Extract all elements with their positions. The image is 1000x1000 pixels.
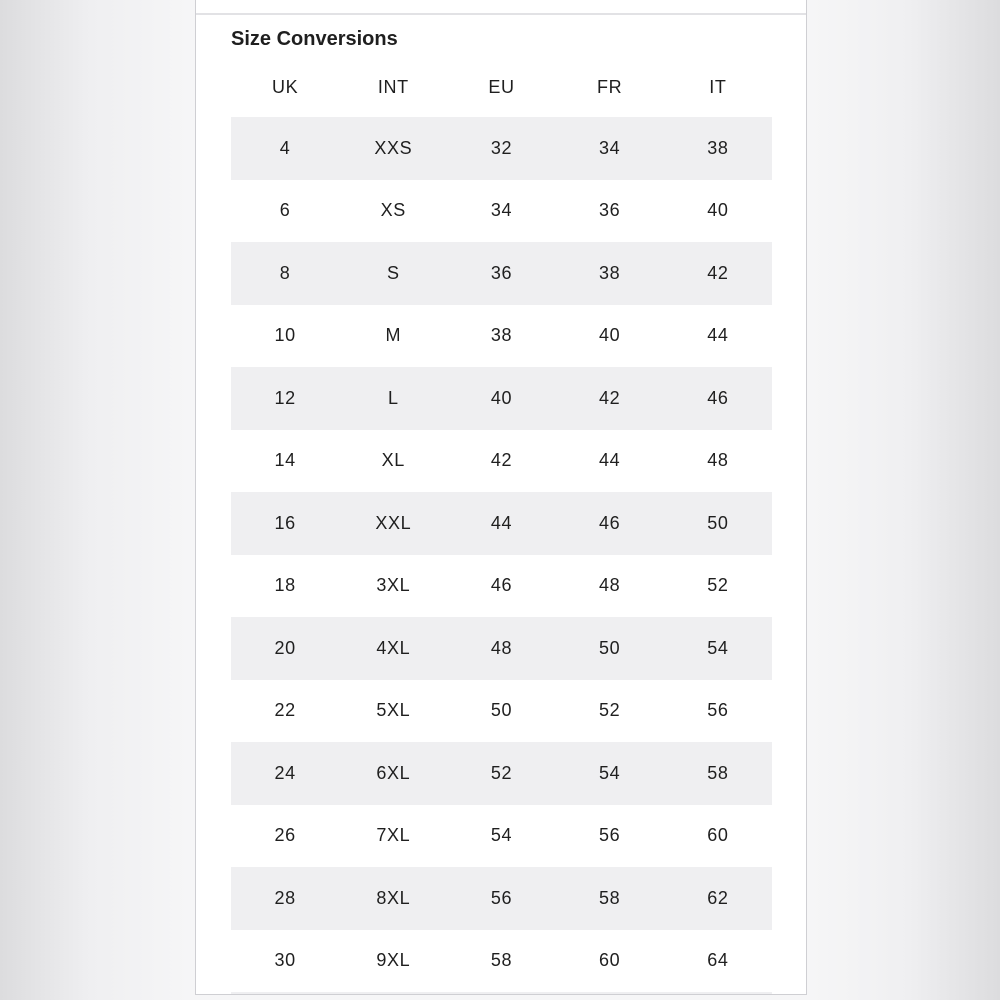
table-row [231,555,772,618]
cell-it: 64 [707,950,729,971]
cell-int: XXL [339,492,447,555]
cell-it: 42 [664,242,772,305]
cell-eu: 38 [490,325,513,346]
section-title: Size Conversions [231,28,398,50]
size-guide-panel [195,0,807,995]
cell-it: 52 [707,575,729,596]
table-row [231,492,772,555]
cell-uk: 24 [231,742,339,805]
cell-it: 58 [664,742,772,805]
column-header-eu: EU [488,76,515,97]
column-header-uk: UK [271,76,299,97]
cell-int: M [385,325,402,346]
cell-fr: 54 [556,742,664,805]
table-body [231,117,772,992]
table-row [231,117,772,180]
cell-int: 8XL [339,867,447,930]
cell-fr: 34 [556,117,664,180]
cell-uk: 14 [274,450,296,471]
cell-int: XL [381,450,405,471]
cell-fr: 48 [599,575,621,596]
cell-it: 40 [707,200,729,221]
cell-eu: 58 [490,950,513,971]
cell-uk: 16 [231,492,339,555]
cell-it: 54 [664,617,772,680]
cell-eu: 56 [447,867,555,930]
cell-uk: 18 [274,575,296,596]
cell-uk: 30 [274,950,296,971]
cell-eu: 44 [447,492,555,555]
cell-eu: 32 [447,117,555,180]
next-row-stub [231,992,772,995]
table-header [231,57,772,117]
cell-fr: 38 [556,242,664,305]
cell-uk: 10 [274,325,296,346]
cell-uk: 28 [231,867,339,930]
cell-fr: 58 [556,867,664,930]
cell-eu: 40 [447,367,555,430]
cell-int: S [339,242,447,305]
cell-eu: 48 [447,617,555,680]
cell-int: 5XL [376,700,411,721]
column-header-int: INT [377,76,409,97]
cell-fr: 40 [599,325,621,346]
table-row [231,305,772,368]
table-row [231,367,772,430]
cell-eu: 54 [490,825,513,846]
cell-int: 3XL [376,575,411,596]
cell-uk: 12 [231,367,339,430]
cell-fr: 46 [556,492,664,555]
cell-uk: 4 [231,117,339,180]
cell-it: 50 [664,492,772,555]
cell-fr: 50 [556,617,664,680]
cell-int: 9XL [376,950,411,971]
cell-it: 44 [707,325,729,346]
cell-int: L [339,367,447,430]
table-row [231,617,772,680]
header-row [231,57,772,117]
cell-it: 46 [664,367,772,430]
table-row [231,742,772,805]
table-row [231,180,772,243]
table-row [231,930,772,993]
cell-it: 62 [664,867,772,930]
cell-fr: 56 [599,825,621,846]
cell-int: 7XL [376,825,411,846]
cell-it: 38 [664,117,772,180]
top-divider [196,13,806,15]
cell-uk: 20 [231,617,339,680]
column-header-fr: FR [597,76,623,97]
cell-int: 6XL [339,742,447,805]
cell-eu: 46 [490,575,513,596]
cell-eu: 42 [490,450,513,471]
cell-it: 60 [707,825,729,846]
table-row [231,430,772,493]
cell-eu: 36 [447,242,555,305]
cell-it: 48 [707,450,729,471]
cell-fr: 44 [599,450,621,471]
cell-int: XS [380,200,406,221]
cell-it: 56 [707,700,729,721]
table-row [231,805,772,868]
table-row [231,680,772,743]
cell-int: 4XL [339,617,447,680]
cell-fr: 36 [599,200,621,221]
cell-uk: 8 [231,242,339,305]
table-row [231,242,772,305]
cell-uk: 22 [274,700,296,721]
cell-int: XXS [339,117,447,180]
cell-fr: 52 [599,700,621,721]
cell-eu: 50 [490,700,513,721]
table-row [231,867,772,930]
size-conversion-table [231,57,772,992]
cell-eu: 52 [447,742,555,805]
cell-eu: 34 [490,200,513,221]
cell-fr: 60 [599,950,621,971]
column-header-it: IT [709,76,727,97]
cell-fr: 42 [556,367,664,430]
cell-uk: 6 [279,200,291,221]
cell-uk: 26 [274,825,296,846]
